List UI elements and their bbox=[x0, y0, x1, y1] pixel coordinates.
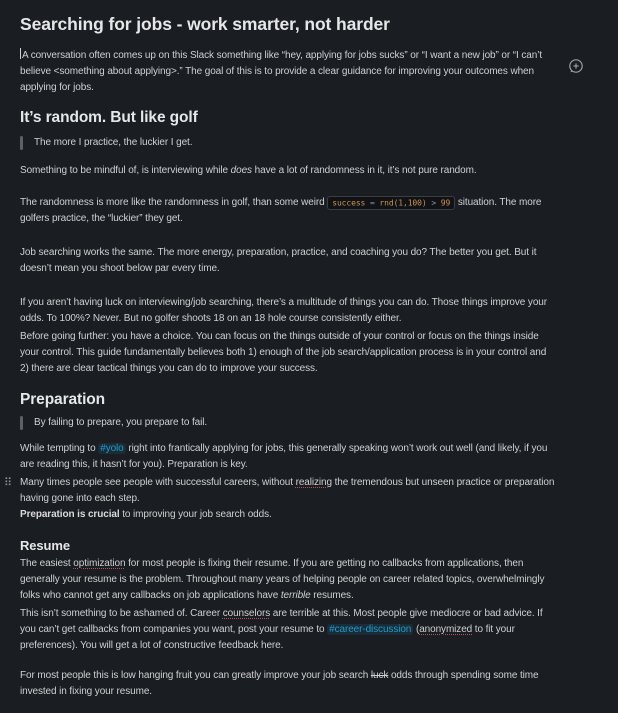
blockquote-prepare bbox=[20, 415, 556, 431]
code-99: 99 bbox=[440, 198, 451, 207]
misspelled-counselors: counselors bbox=[222, 608, 271, 619]
code-equals: = bbox=[369, 198, 375, 207]
text-cursor bbox=[20, 48, 21, 59]
mindful-text-b: have a lot of randomness in it, it’s not pure random. bbox=[251, 165, 477, 176]
misspelled-anonymized: anonymized bbox=[419, 624, 473, 635]
blockquote-golf bbox=[20, 135, 556, 151]
paragraph-many-times bbox=[4, 475, 556, 507]
crucial-rest-text: to improving your job search odds. bbox=[119, 509, 272, 520]
randomness-text-a: The randomness is more like the randomness in golf, than some weird bbox=[20, 197, 328, 208]
ashamed-text-b: are terrible at this. Most people give mediocre or bad advice. If you can’t get callbacks from companies you want, post your resume to bbox=[20, 608, 543, 635]
ashamed-text-d: to fit your preferences). You will get a lot of constructive feedback here. bbox=[20, 624, 515, 651]
yolo-text-a: While tempting to bbox=[20, 443, 99, 454]
yolo-text-b: right into frantically applying for jobs, this generally speaking won’t work out well (and likely, if you are reading this, it hasn’t for you). Preparation is key. bbox=[20, 443, 548, 470]
italic-terrible: terrible bbox=[280, 590, 311, 601]
channel-link-yolo[interactable]: #yolo bbox=[100, 443, 124, 454]
mindful-text-a: Something to be mindful of, is interviewing while bbox=[20, 165, 231, 176]
italic-does: does bbox=[230, 165, 252, 176]
paragraph-crucial bbox=[20, 507, 556, 523]
ashamed-text-a: This isn’t something to be ashamed of. Career bbox=[20, 608, 223, 619]
code-rnd: rnd(1,100) bbox=[379, 198, 427, 207]
section-heading-preparation: Preparation bbox=[20, 391, 106, 408]
quote-bar bbox=[20, 136, 23, 150]
add-comment-icon bbox=[568, 58, 584, 74]
paragraph-job-searching: Job searching works the same. The more energy, preparation, practice, and coaching you do? The better you get. But it doesn’t mean you shoot below par every time. bbox=[20, 247, 537, 274]
section-heading-random: It’s random. But like golf bbox=[20, 109, 198, 126]
quote-prepare-text: By failing to prepare, you prepare to fail. bbox=[34, 417, 208, 428]
intro-paragraph bbox=[20, 48, 556, 96]
easiest-text-b: for most people is fixing their resume. If you are getting no callbacks from applications, then generally your resume is the problem. Throughout many years of helping people on career related topics, overwhelmingly folks who cannot get any callbacks on job applications have bbox=[20, 558, 545, 601]
page-title: Searching for jobs - work smarter, not harder bbox=[20, 14, 390, 34]
paragraph-yolo bbox=[20, 441, 556, 473]
canvas-document bbox=[0, 13, 618, 713]
inline-code-success-formula bbox=[327, 196, 455, 210]
crucial-bold-text: Preparation is crucial bbox=[20, 509, 120, 520]
easiest-text-c: resumes. bbox=[310, 590, 354, 601]
drag-handle-icon[interactable]: ⠿ bbox=[4, 476, 13, 489]
low-hanging-text-a: For most people this is low hanging fruit you can greatly improve your job search bbox=[20, 670, 371, 681]
paragraph-randomness bbox=[20, 195, 556, 227]
strikethrough-luck: luck bbox=[370, 670, 389, 681]
low-hanging-text-b: odds through spending some time invested in fixing your resume. bbox=[20, 670, 539, 697]
easiest-text-a: The easiest bbox=[20, 558, 74, 569]
misspelled-realizing: realizing bbox=[295, 477, 332, 488]
code-greater-than: > bbox=[431, 198, 437, 207]
paragraph-mindful bbox=[20, 163, 556, 179]
intro-text: A conversation often comes up on this Slack something like “hey, applying for jobs sucks” or “I want a new job” or “I can’t believe <something about applying>.” The goal of this is to provide a clear guidance for improving your outcomes when applying for jobs. bbox=[20, 50, 542, 93]
paragraph-ashamed bbox=[20, 606, 556, 654]
paragraph-low-hanging bbox=[20, 668, 556, 700]
quote-golf-text: The more I practice, the luckier I get. bbox=[34, 137, 193, 148]
ashamed-text-c: ( bbox=[413, 624, 420, 635]
quote-bar bbox=[20, 416, 23, 430]
add-comment-button[interactable] bbox=[567, 57, 585, 75]
misspelled-optimization: optimization bbox=[73, 558, 126, 569]
section-heading-resume: Resume bbox=[20, 538, 70, 553]
randomness-text-b: situation. The more golfers practice, the “luckier” they get. bbox=[20, 197, 542, 224]
paragraph-easiest bbox=[20, 556, 556, 604]
code-success: success bbox=[332, 198, 366, 207]
many-times-text-b: the tremendous but unseen practice or preparation having gone into each step. bbox=[20, 477, 555, 504]
channel-link-career-discussion[interactable]: #career-discussion bbox=[329, 624, 412, 635]
paragraph-luck-odds: If you aren’t having luck on interviewing/job searching, there’s a multitude of things you can do. Those things improve your odds. To 100%? Never. But no golfer shoots 18 on an 18 hole course consistently either. bbox=[20, 297, 547, 324]
many-times-text-a: Many times people see people with successful careers, without bbox=[20, 477, 296, 488]
paragraph-choice: Before going further: you have a choice. You can focus on the things outside of your control or focus on the things inside your control. This guide fundamentally believes both 1) enough of the job search/application process is in your control and 2) there are clear tactical things you can do to improve your success. bbox=[20, 331, 547, 374]
